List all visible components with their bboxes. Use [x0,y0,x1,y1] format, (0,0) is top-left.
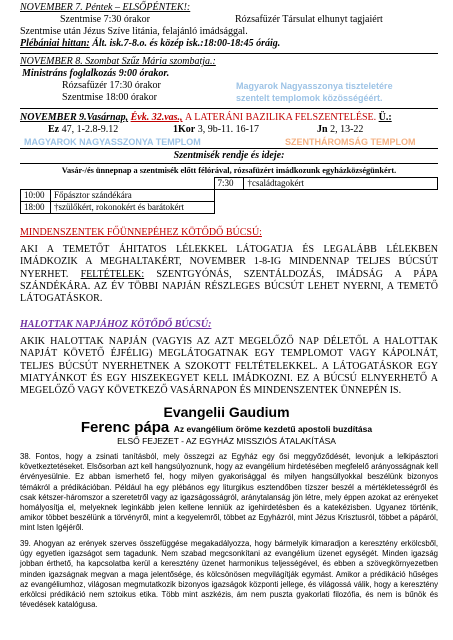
nov9-header [20,112,392,124]
row-text: Főpásztor szándékára [50,190,214,202]
table-row [21,190,438,202]
row-time2 [214,202,244,214]
row-time2 [214,190,244,202]
divider [20,53,438,54]
nov7-header: NOVEMBER 7. Péntek – ELSŐPÉNTEK!: [20,2,191,13]
evangelii-chapter: ELSŐ FEJEZET - AZ EGYHÁZ MISSZIÓS ÁTALAKÍTÁSA [117,436,336,446]
indulgence1-body [20,244,438,305]
nov9-feast: A LATERÁNI BAZILIKA FELSZENTELÉSE. [185,112,377,123]
indulgence1-cond-label: FELTÉTELEK: [80,268,145,280]
reading-3-ref: Jn [317,124,328,135]
nov8-dedication-1: Magyarok Nagyasszonya tiszteletére [236,81,393,91]
row-text2 [244,190,438,202]
school-text: Ált. isk.7-8.o. és közép isk.:18:00-18:45 óráig. [92,38,281,49]
row-text [50,178,214,190]
nov8-rosary-time: Rózsafüzér 17:30 órakor [62,80,161,91]
nov8-ministrants: Ministráns foglalkozás 9:00 órakor. [22,68,170,79]
indulgence1-body-a: AKI A TEMETŐT ÁHITATOS LÉLEKKEL LÁTOGATJA ÉS LEGALÁBB LÉLEKBEN IMÁDKOZIK A MEGHALTAKÉRT, NOVEMBER 1-8-IG MINDENNAP TELJES BÚCSÚT NYERHET. [20,244,438,280]
school-label: Plébániai hittan: [20,38,90,49]
schedule-rule [20,163,438,164]
nov9-date: NOVEMBER 9.Vasárnap, [20,112,129,123]
nov7-school [20,38,280,50]
reading-1-ref: Ez [48,124,60,135]
church-right: SZENTHÁROMSÁG TEMPLOM [285,137,416,147]
row-time [21,178,51,190]
nov8-header: NOVEMBER 8. Szombat Szűz Mária szombatja.: [20,56,216,67]
reading-3 [317,124,363,136]
row-time: 18:00 [21,202,51,214]
schedule-rule [20,148,438,149]
table-row [21,202,438,214]
indulgence1-body-b: SZENTGYÓNÁS, SZENTÁLDOZÁS, IMÁDSÁG A PÁPA SZÁNDÉKÁRA. AZ ÉV TÖBBI NAPJÁN RÉSZLEGES BÚCSÚT LEHET NYERNI, A TEMETŐ LÁTOGATÁSKOR. [20,268,439,305]
evangelii-subtitle: Az evangélium öröme kezdetű apostoli buzdítása [173,424,373,434]
church-left: MAGYAROK NAGYASSZONYA TEMPLOM [24,137,201,147]
evangelii-byline [0,420,453,437]
divider [20,108,438,109]
evangelii-p39: 39. Ahogyan az erények szerves összefüggése megakadályozza, hogy bármelyik kimaradjon a keresztény erkölcsből, úgy egyetlen igazságot sem tagadunk. Nem szabad megcsonkítani az evangélium üzenet egységét. Minden igazság jobban érthető, ha kapcsolatba kerül a keresztény üzenet harmonikus teljességével, és ebben a szövegkörnyezetben minden igazságnak megvan a maga jelentősége, és kölcsönösen megvilágítják egymást. Amikor a prédikáció hűséges az evangéliumhoz, világosan megmutatkozik bizonyos igazságok központi jellege, és világossá válik, hogy a keresztény erkölcsi prédikáció nem sztoikus etika. Több mint aszkézis, ám nem puszta gyakorlati filozófia, és nem is bűnök és tévedések katalógusa. [20,539,438,610]
nov7-mass: Szentmise 7:30 órakor [60,14,150,25]
row-text: †szülőkért, rokonokért és barátokért [50,202,214,214]
row-text2 [244,202,438,214]
schedule-notice: Vasár-/és ünnepnap a szentmisék előtt félórával, rózsafüzért imádkozunk egyházközségünkért. [61,166,397,175]
reading-2 [173,124,259,136]
row-time: 10:00 [21,190,51,202]
row-text2: †családtagokért [244,178,438,190]
evangelii-p38: 38. Fontos, hogy a zsinati tanításból, mely összegzi az Egyház egy ősi meggyőződését, levonjuk a lelkipásztori következtetéseket. Elsősorban azt kell hangsúlyoznunk, hogy az evangélium hirdetésében megfelelő arányosságnak kell érvényesülnie. Ez abban ismerhető fel, hogy milyen gyakorisággal és milyen hangsúllyokkal beszélünk bizonyos témákról a prédikációban. Például ha egy plébános egy liturgikus esztendőben tízszer beszél a mértékletességről és csak kétszer-háromszor a szeretetről vagy az igazságosságról, aránytalanság jön létre, mely éppen azokat az erényeket homályosítja el, melyeknek leginkább jelen kellene lenniük az igehirdetésben és a katekézisben. Ugyanez történik, amikor többet beszélünk a törvényről, mint a kegyelemről, többet az Egyházról, mint Jézus Krisztusról, többet a pápáról, mint Isten Igéjéről. [20,452,438,533]
table-row [21,178,438,190]
reading-3-text: 2, 13-22 [330,124,364,135]
nov9-u: Ü.: [378,112,392,123]
indulgence2-title: HALOTTAK NAPJÁHOZ KÖTŐDŐ BÚCSÚ: [20,319,212,330]
evangelii-author: Ferenc pápa [80,419,170,436]
reading-2-ref: 1Kor [173,124,196,135]
schedule-title: Szentmisék rendje és ideje: [173,150,285,161]
evangelii-title: Evangelii Gaudium [163,404,290,420]
indulgence1-title: MINDENSZENTEK FŐÜNNEPÉHEZ KÖTŐDŐ BÚCSÚ: [20,227,262,238]
row-time2: 7:30 [214,178,244,190]
schedule-table [20,177,438,214]
reading-2-text: 3, 9b-11. 16-17 [197,124,260,135]
nov8-mass-time: Szentmise 18:00 órakor [62,92,157,103]
nov7-rosary: Rózsafüzér Társulat elhunyt tagjaiért [235,14,383,25]
nov9-year: Évk. 32.vas., [130,112,183,123]
reading-1 [48,124,118,136]
indulgence2-body: AKIK HALOTTAK NAPJÁN (VAGYIS AZ AZT MEGELŐZŐ NAP DÉLETŐL A HALOTTAK NAPJÁT KÖVETŐ ÉJFÉLIG) MEGLÁTOGATNAK EGY TEMPLOMOT VAGY KÁPOLNÁT, TELJES BÚCSÚT NYERHETNEK A SZOKOTT FELTÉTELEKKEL. A LÁTOGATÁSKOR EGY MIATYÁNKOT ÉS EGY HISZEKEGYET KELL IMÁDKOZNI. EZ A BÚCSÚ ELNYERHETŐ A MEGELŐZŐ VAGY KÖVETKEZŐ VASÁRNAPON ÉS MINDENSZENTEK ÜNNEPÉN IS. [20,336,438,397]
reading-1-text: 47, 1-2.8-9.12 [61,124,119,135]
nov8-dedication-2: szentelt templomok közösségéért. [236,93,383,103]
nov7-litany: Szentmise után Jézus Szíve litánia, felajánló imádsággal. [20,26,248,37]
